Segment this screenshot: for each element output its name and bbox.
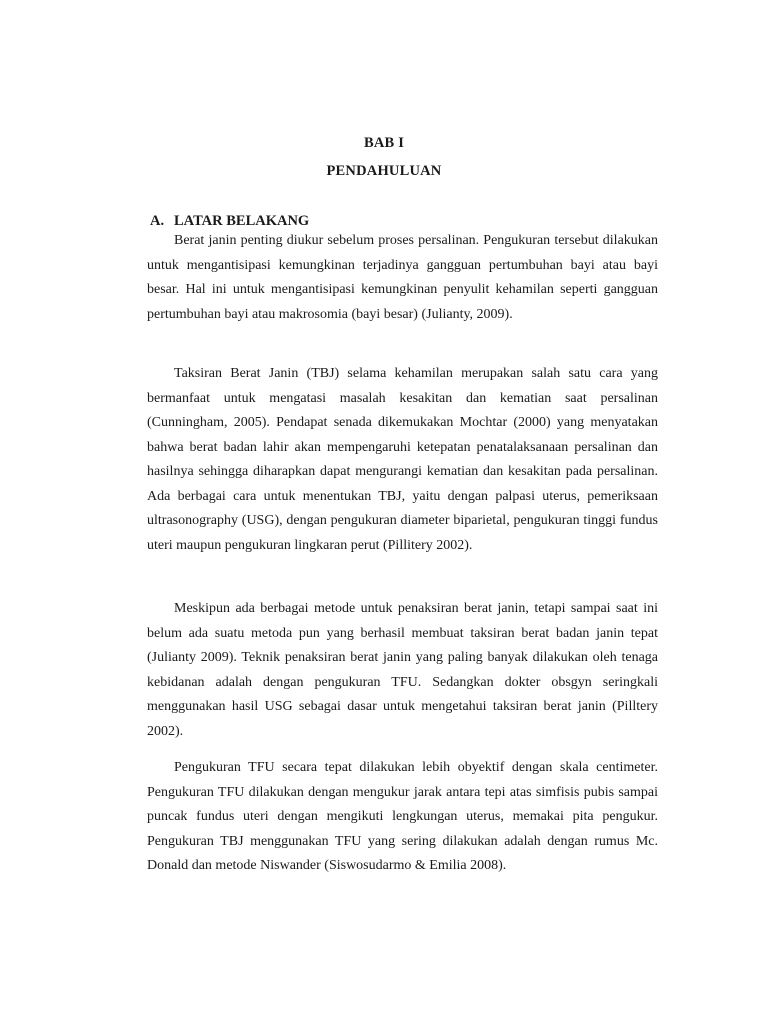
paragraph-1: Berat janin penting diukur sebelum proses persalinan. Pengukuran tersebut dilakukan untuk mengantisipasi kemungkinan terjadinya gangguan pertumbuhan bayi atau bayi besar. Hal ini untuk mengantisipasi kemungkinan penyulit kehamilan seperti gangguan pertumbuhan bayi atau makrosomia (bayi besar) (Julianty, 2009).	[147, 233, 658, 322]
paragraph-2: Taksiran Berat Janin (TBJ) selama kehamilan merupakan salah satu cara yang bermanfaat untuk mengatasi masalah kesakitan dan kematian saat persalinan (Cunningham, 2005). Pendapat senada dikemukakan Mochtar (2000) yang menyatakan bahwa berat badan lahir akan mempengaruhi ketepatan penatalaksanaan persalinan dan hasilnya sehingga diharapkan dapat mengurangi kematian dan kesakitan pada persalinan. Ada berbagai cara untuk menentukan TBJ, yaitu dengan palpasi uterus, pemeriksaan ultrasonography (USG), dengan pengukuran diameter biparietal, pengukuran tinggi fundus uteri maupun pengukuran lingkaran perut (Pillitery 2002).	[147, 366, 658, 553]
chapter-number: BAB I	[363, 135, 405, 151]
paragraph-3: Meskipun ada berbagai metode untuk penaksiran berat janin, tetapi sampai saat ini belum ada suatu metoda pun yang berhasil membuat taksiran berat badan janin tepat (Julianty 2009). Teknik penaksiran berat janin yang paling banyak dilakukan oleh tenaga kebidanan adalah dengan pengukuran TFU. Sedangkan dokter obsgyn seringkali menggunakan hasil USG sebagai dasar untuk mengetahui taksiran berat janin (Pilltery 2002).	[147, 601, 658, 739]
paragraph-4: Pengukuran TFU secara tepat dilakukan lebih obyektif dengan skala centimeter. Pengukuran TFU dilakukan dengan mengukur jarak antara tepi atas simfisis pubis sampai puncak fundus uteri dengan mengikuti lengkungan uterus, memakai pita pengukur. Pengukuran TBJ menggunakan TFU yang sering dilakukan adalah dengan rumus Mc. Donald dan metode Niswander (Siswosudarmo & Emilia 2008).	[147, 760, 658, 873]
section-number: A.	[150, 213, 165, 229]
chapter-title: PENDAHULUAN	[326, 163, 442, 179]
section-title: LATAR BELAKANG	[174, 213, 310, 229]
section-heading	[150, 213, 309, 230]
